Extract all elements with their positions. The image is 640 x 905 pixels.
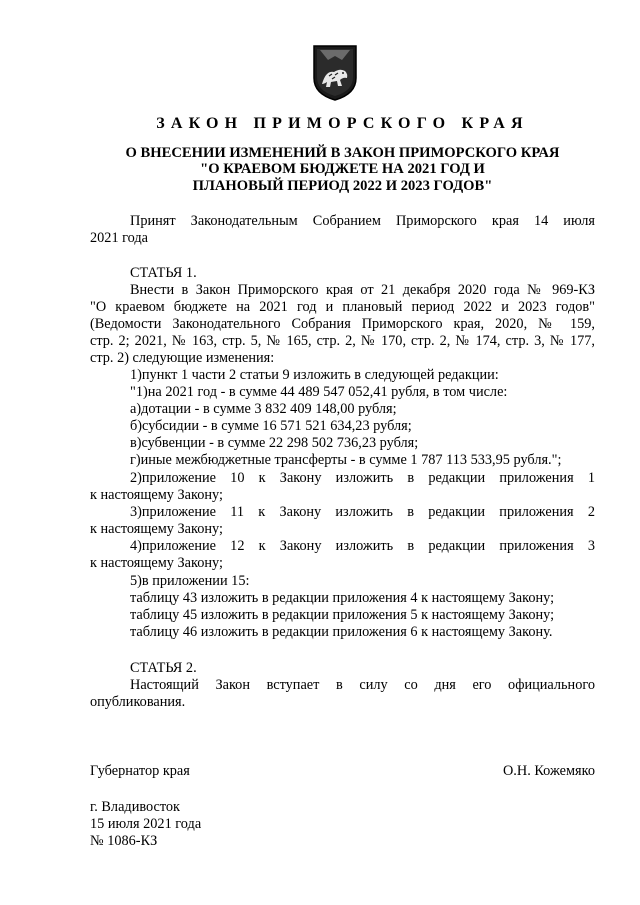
article-2-title: СТАТЬЯ 2.: [130, 660, 197, 676]
signature-name: О.Н. Кожемяко: [502, 763, 595, 779]
article-1-line: б)субсидии - в сумме 16 571 521 634,23 рубля;: [130, 418, 412, 434]
article-1-line: "О краевом бюджете на 2021 год и плановый период 2022 и 2023 годов": [90, 299, 595, 315]
article-1-line: к настоящему Закону;: [90, 487, 223, 503]
article-2-line-1: Настоящий Закон вступает в силу со дня его официального: [130, 677, 595, 693]
article-1-line: таблицу 45 изложить в редакции приложения 5 к настоящему Закону;: [130, 607, 555, 623]
adoption-line-2: 2021 года: [90, 230, 149, 246]
footer-number: № 1086-КЗ: [90, 833, 158, 849]
article-1-line: стр. 2; 2021, № 163, стр. 5, № 165, стр. 2, № 170, стр. 2, № 174, стр. 3, № 177,: [90, 333, 595, 349]
article-1-line: 3)приложение 11 к Закону изложить в редакции приложения 2: [130, 504, 595, 520]
adoption-line-1: Принят Законодательным Собранием Приморского края 14 июля: [130, 213, 595, 229]
footer-city: г. Владивосток: [90, 799, 180, 815]
signature-position: Губернатор края: [90, 763, 190, 779]
law-heading-line-2: "О КРАЕВОМ БЮДЖЕТЕ НА 2021 ГОД И: [200, 161, 485, 177]
article-1-line: таблицу 46 изложить в редакции приложения 6 к настоящему Закону.: [130, 624, 553, 640]
article-1-line: а)дотации - в сумме 3 832 409 148,00 рубля;: [130, 401, 397, 417]
article-1-line: в)субвенции - в сумме 22 298 502 736,23 рубля;: [130, 435, 419, 451]
law-heading-line-3: ПЛАНОВЫЙ ПЕРИОД 2022 И 2023 ГОДОВ": [192, 178, 493, 194]
footer-date: 15 июля 2021 года: [90, 816, 202, 832]
article-1-line: к настоящему Закону;: [90, 521, 223, 537]
law-title: ЗАКОН ПРИМОРСКОГО КРАЯ: [156, 115, 529, 132]
coat-of-arms-icon: [312, 44, 358, 102]
article-1-line: стр. 2) следующие изменения:: [90, 350, 275, 366]
article-1-line: 5)в приложении 15:: [130, 573, 250, 589]
article-1-line: таблицу 43 изложить в редакции приложения 4 к настоящему Закону;: [130, 590, 555, 606]
law-heading-line-1: О ВНЕСЕНИИ ИЗМЕНЕНИЙ В ЗАКОН ПРИМОРСКОГО КРАЯ: [125, 145, 560, 161]
article-1-line: Внести в Закон Приморского края от 21 декабря 2020 года № 969-КЗ: [130, 282, 595, 298]
article-1-line: "1)на 2021 год - в сумме 44 489 547 052,41 рубля, в том числе:: [130, 384, 508, 400]
article-1-line: к настоящему Закону;: [90, 555, 223, 571]
article-1-line: 1)пункт 1 части 2 статьи 9 изложить в следующей редакции:: [130, 367, 499, 383]
article-1-title: СТАТЬЯ 1.: [130, 265, 197, 281]
article-1-line: 2)приложение 10 к Закону изложить в редакции приложения 1: [130, 470, 595, 486]
article-1-line: г)иные межбюджетные трансферты - в сумме 1 787 113 533,95 рубля.";: [130, 452, 562, 468]
article-1-line: (Ведомости Законодательного Собрания Приморского края, 2020, № 159,: [90, 316, 595, 332]
article-2-line-2: опубликования.: [90, 694, 186, 710]
article-1-line: 4)приложение 12 к Закону изложить в редакции приложения 3: [130, 538, 595, 554]
